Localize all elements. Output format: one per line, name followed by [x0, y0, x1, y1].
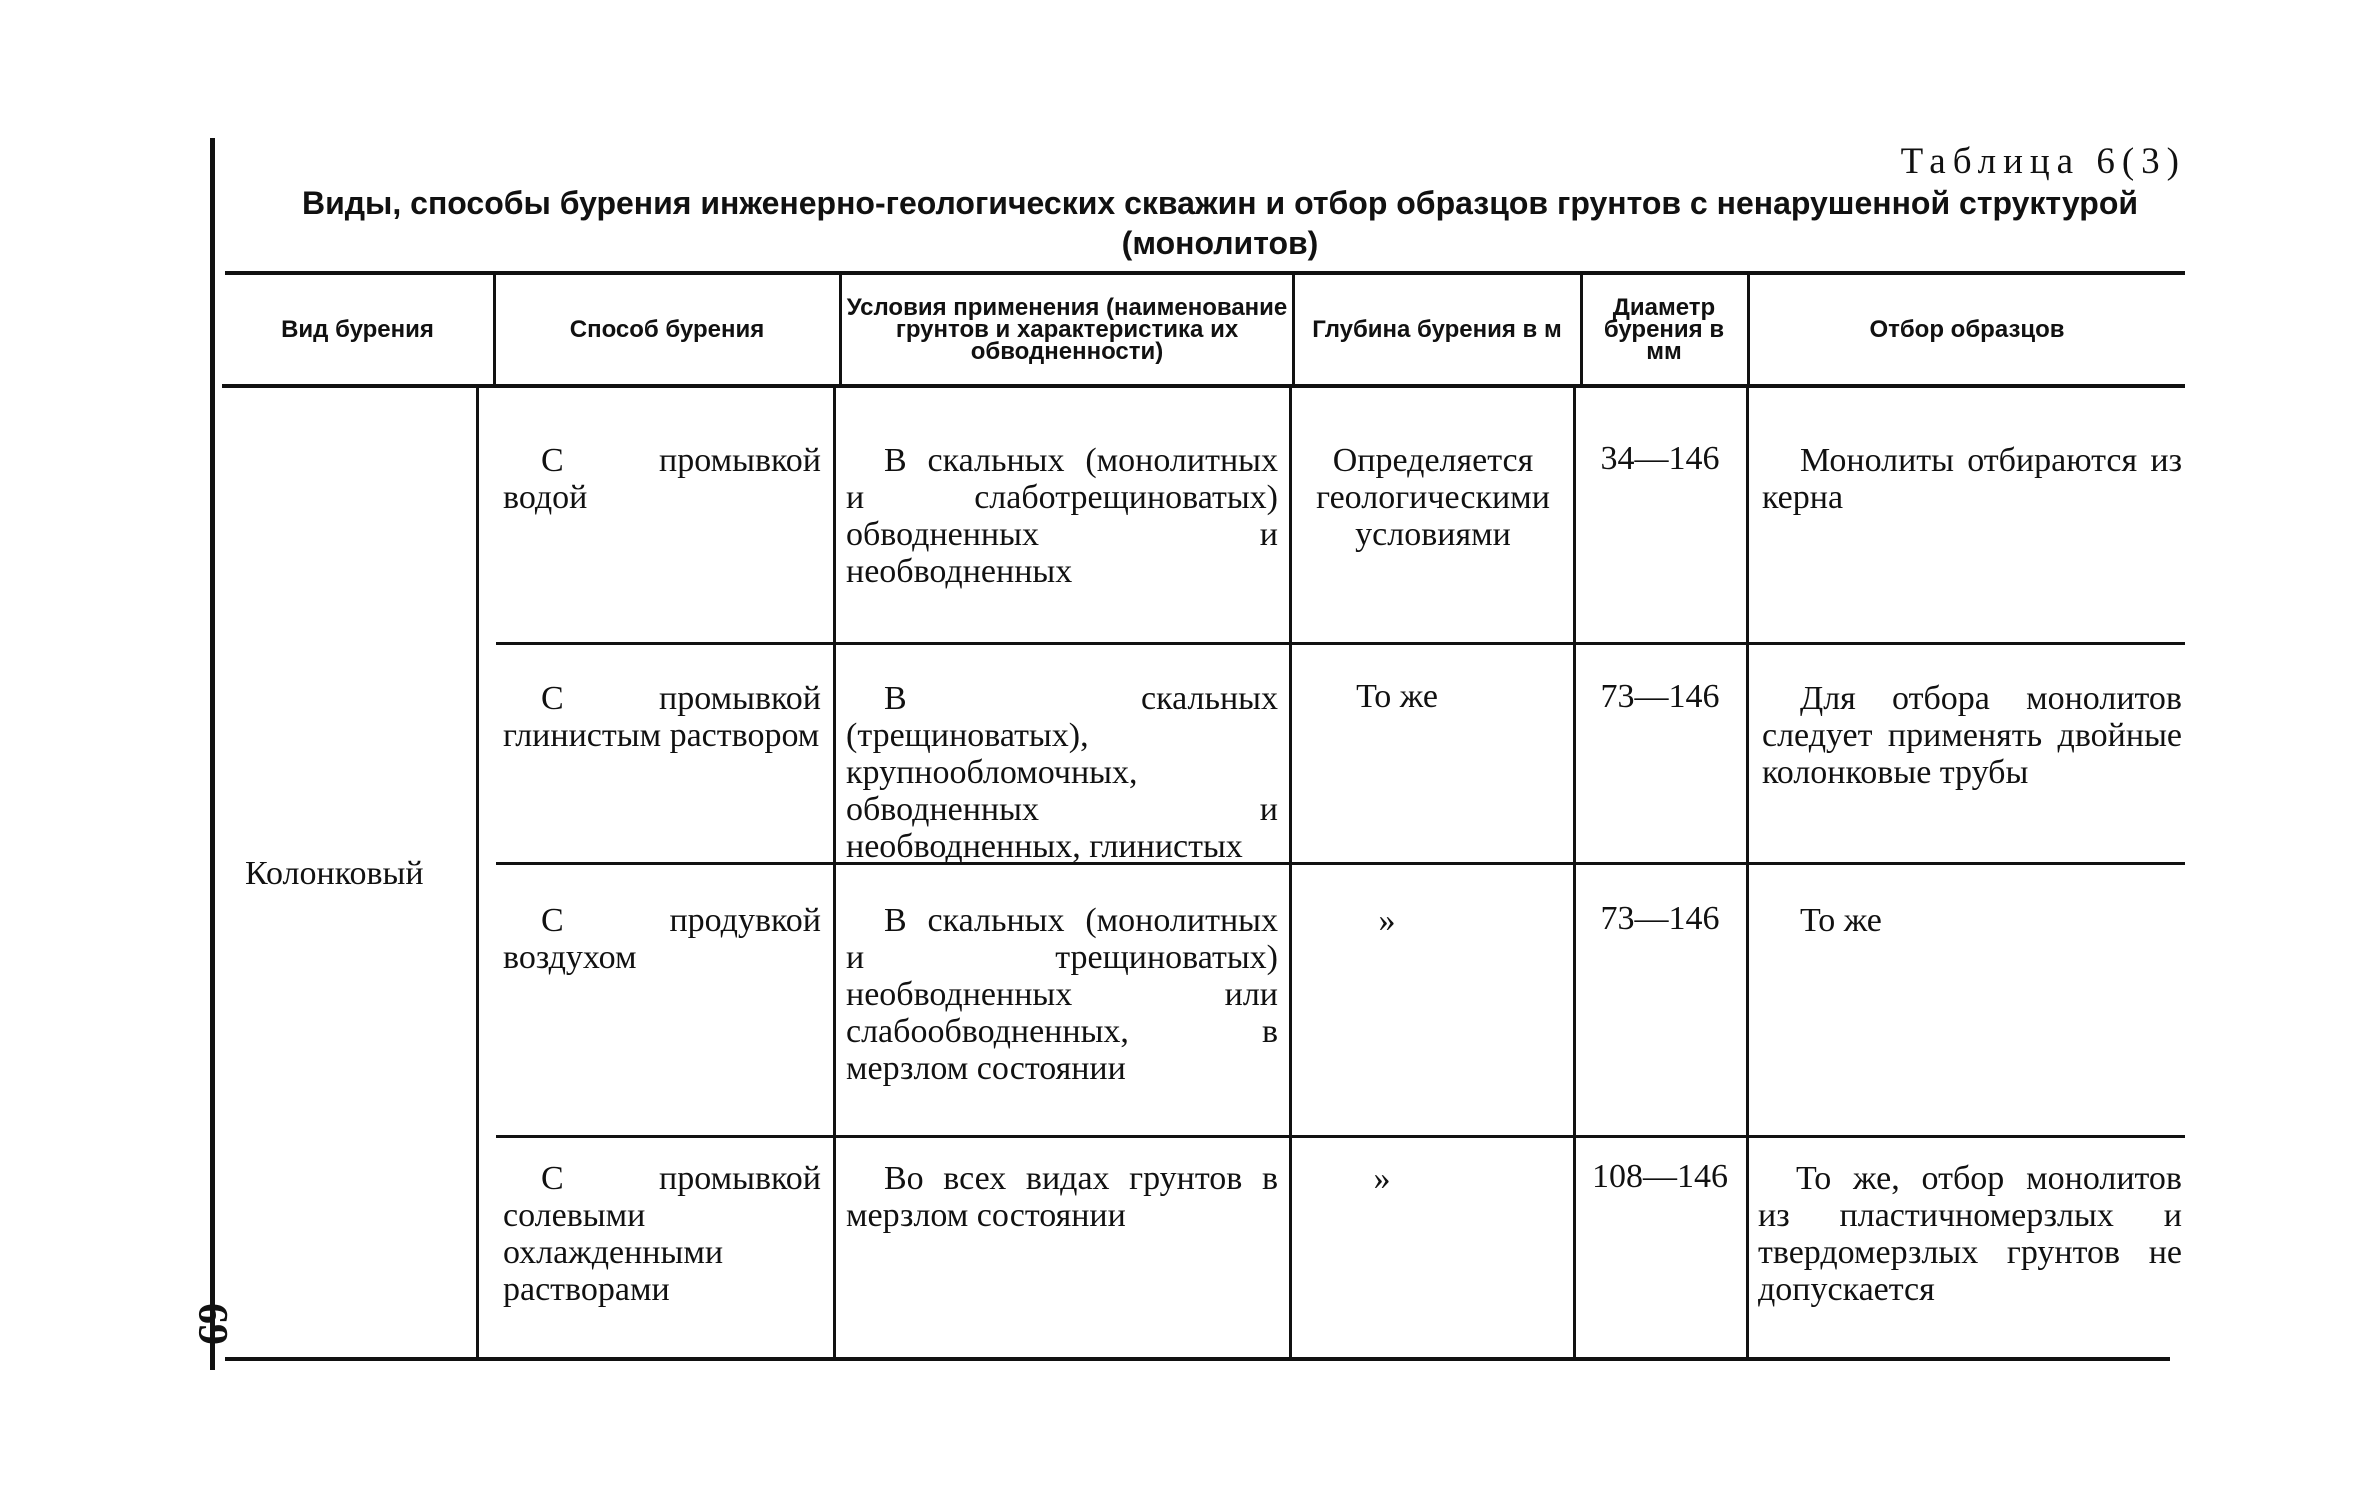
- header-diameter: Диаметр бурения в мм: [1603, 294, 1725, 365]
- row-diameter: 73—146: [1600, 900, 1720, 937]
- row-conditions: В скальных (монолитных и слаботрещиноватых) обводненных и необводненных: [846, 442, 1278, 590]
- table-bottom-rule: [225, 1357, 2170, 1361]
- header-sampling: Отбор образцов: [1869, 316, 2065, 343]
- row-sampling: То же: [1800, 902, 1882, 939]
- header-depth: Глубина бурения в м: [1312, 316, 1562, 343]
- row-diameter: 108—146: [1592, 1158, 1728, 1195]
- row-depth: »: [1378, 902, 1396, 939]
- row-divider: [496, 1135, 2185, 1138]
- page-number: 69: [189, 1303, 235, 1345]
- header-column-divider: [839, 275, 842, 384]
- header-bottom-rule: [222, 384, 2185, 388]
- header-column-divider: [1580, 275, 1583, 384]
- header-drilling-method: Способ бурения: [569, 316, 765, 343]
- row-depth: То же: [1356, 678, 1438, 715]
- drilling-type-cell: Колонковый: [245, 855, 424, 892]
- table-title: Виды, способы бурения инженерно-геологических скважин и отбор образцов грунтов с ненарушенной структурой (монолитов): [301, 185, 2139, 261]
- row-depth: Определяется геологическими условиями: [1316, 442, 1550, 553]
- row-method: С промывкой водой: [503, 442, 821, 516]
- row-sampling: Монолиты отбираются из керна: [1762, 442, 2182, 516]
- body-column-divider: [1746, 388, 1749, 1357]
- row-divider: [496, 642, 2185, 645]
- row-divider: [496, 862, 2185, 865]
- row-conditions: В скальных (трещиноватых), крупнообломочных, обводненных и необводненных, глинистых: [846, 680, 1278, 865]
- row-method: С продувкой воздухом: [503, 902, 821, 976]
- row-method: С промывкой глинистым раствором: [503, 680, 821, 754]
- row-diameter: 34—146: [1600, 440, 1720, 477]
- header-column-divider: [1292, 275, 1295, 384]
- row-depth: »: [1373, 1160, 1391, 1197]
- page-edge-rule: [210, 138, 215, 1370]
- row-sampling: Для отбора монолитов следует применять двойные колонковые трубы: [1762, 680, 2182, 791]
- header-column-divider: [1747, 275, 1750, 384]
- header-column-divider: [493, 275, 496, 384]
- body-column-divider: [1289, 388, 1292, 1357]
- row-diameter: 73—146: [1600, 678, 1720, 715]
- row-conditions: Во всех видах грунтов в мерзлом состоянии: [846, 1160, 1278, 1234]
- table-label: Таблица 6(3): [1900, 141, 2186, 182]
- row-sampling: То же, отбор монолитов из пластичномерзлых и твердомерзлых грунтов не допускается: [1758, 1160, 2182, 1308]
- table-top-rule: [225, 271, 2185, 275]
- header-conditions: Условия применения (наименование грунтов и характеристика их обводненности): [846, 294, 1288, 365]
- row-conditions: В скальных (монолитных и трещиноватых) необводненных или слабообводненных, в мерзлом состоянии: [846, 902, 1278, 1087]
- body-column-divider: [1573, 388, 1576, 1357]
- row-method: С промывкой солевыми охлажденными растворами: [503, 1160, 821, 1308]
- header-drilling-type: Вид бурения: [281, 316, 434, 343]
- body-column-divider: [476, 388, 479, 1357]
- body-column-divider: [833, 388, 836, 1357]
